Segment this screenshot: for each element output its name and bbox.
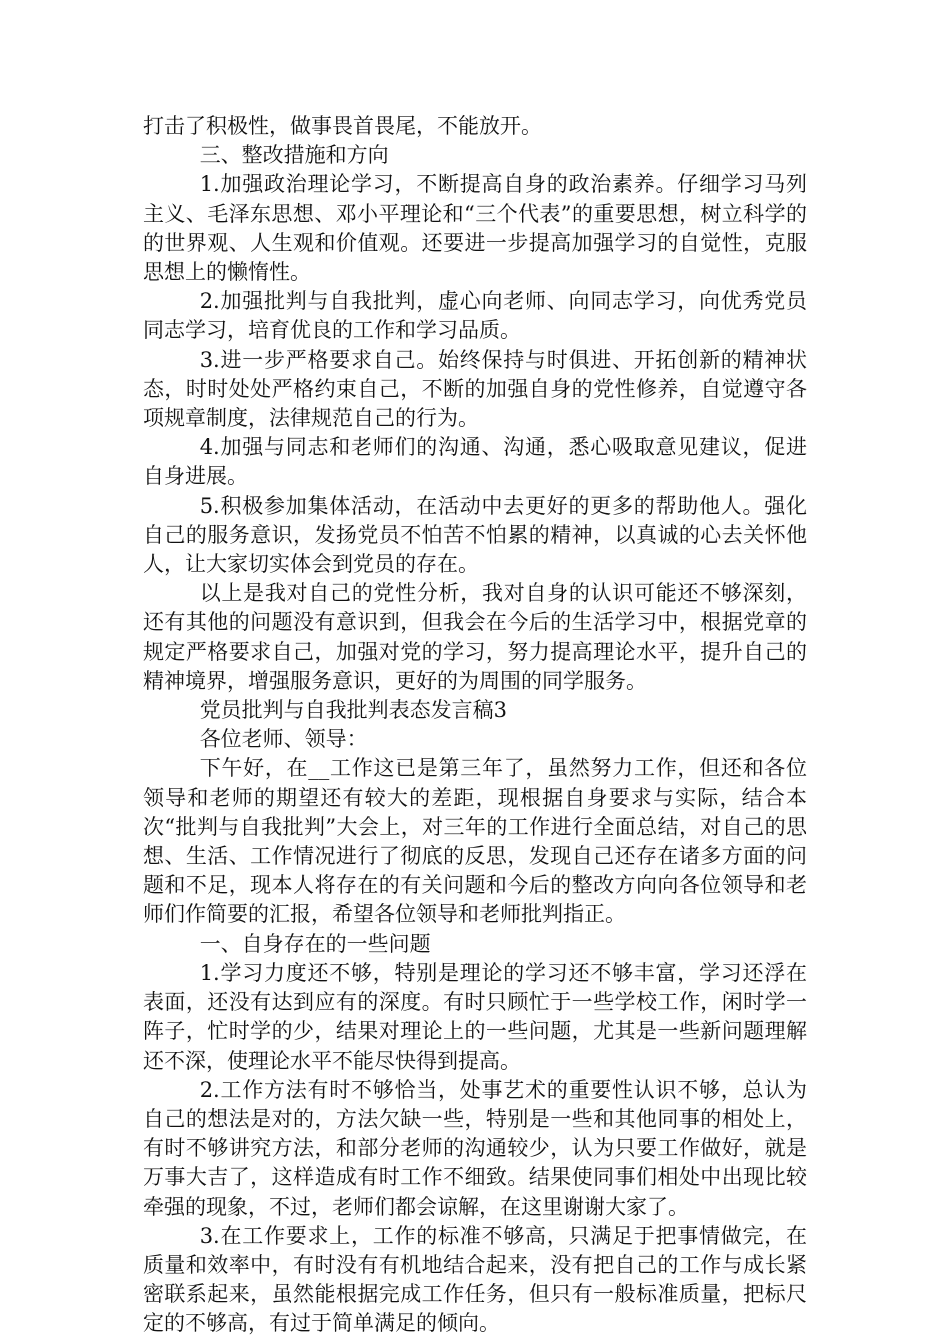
paragraph-measure-4: 4.加强与同志和老师们的沟通、沟通，悉心吸取意见建议，促进自身进展。 — [143, 435, 807, 489]
document-title-3: 党员批判与自我批判表态发言稿3 — [199, 698, 508, 723]
document-page — [143, 112, 807, 1339]
paragraph-measure-3: 3.进一步严格要求自己。始终保持与时俱进、开拓创新的精神状态，时时处处严格约束自己，不断的加强自身的党性修养，自觉遵守各项规章制度，法律规范自己的行为。 — [143, 347, 807, 431]
paragraph-measure-1: 1.加强政治理论学习，不断提高自身的政治素养。仔细学习马列主义、毛泽东思想、邓小平理论和“三个代表”的重要思想，树立科学的的世界观、人生观和价值观。还要进一步提高加强学习的自觉性，克服思想上的懒惰性。 — [143, 172, 807, 285]
salutation: 各位老师、领导： — [199, 727, 368, 752]
paragraph-measure-2: 2.加强批判与自我批判，虚心向老师、向同志学习，向优秀党员同志学习，培育优良的工作和学习品质。 — [143, 289, 807, 343]
section-heading-problems: 一、自身存在的一些问题 — [199, 931, 431, 956]
section-heading-rectification: 三、整改措施和方向 — [199, 143, 389, 168]
paragraph-continuation: 打击了积极性，做事畏首畏尾，不能放开。 — [143, 114, 542, 138]
paragraph-problem-1: 1.学习力度还不够，特别是理论的学习还不够丰富，学习还浮在表面，还没有达到应有的深度。有时只顾忙于一些学校工作，闲时学一阵子，忙时学的少，结果对理论上的一些问题，尤其是一些新问题理解还不深，使理论水平不能尽快得到提高。 — [143, 960, 807, 1073]
paragraph-problem-3: 3.在工作要求上，工作的标准不够高，只满足于把事情做完，在质量和效率中，有时没有有机地结合起来，没有把自己的工作与成长紧密联系起来，虽然能根据完成工作任务，但只有一般标准质量，把标尺定的不够高，有过于简单满足的倾向。 — [143, 1223, 807, 1336]
paragraph-intro: 下午好，在__工作这已是第三年了，虽然努力工作，但还和各位领导和老师的期望还有较大的差距，现根据自身要求与实际，结合本次“批判与自我批判”大会上，对三年的工作进行全面总结，对自己的思想、生活、工作情况进行了彻底的反思，发现自己还存在诸多方面的问题和不足，现本人将存在的有关问题和今后的整改方向向各位领导和老师们作简要的汇报，希望各位领导和老师批判指正。 — [143, 756, 807, 927]
paragraph-problem-2: 2.工作方法有时不够恰当，处事艺术的重要性认识不够，总认为自己的想法是对的，方法欠缺一些，特别是一些和其他同事的相处上，有时不够讲究方法，和部分老师的沟通较少，认为只要工作做好，就是万事大吉了，这样造成有时工作不细致。结果使同事们相处中出现比较牵强的现象，不过，老师们都会谅解，在这里谢谢大家了。 — [143, 1077, 807, 1219]
paragraph-conclusion: 以上是我对自己的党性分析，我对自身的认识可能还不够深刻，还有其他的问题没有意识到，但我会在今后的生活学习中，根据党章的规定严格要求自己，加强对党的学习，努力提高理论水平，提升自己的精神境界，增强服务意识，更好的为周围的同学服务。 — [143, 581, 807, 693]
paragraph-measure-5: 5.积极参加集体活动，在活动中去更好的更多的帮助他人。强化自己的服务意识，发扬党员不怕苦不怕累的精神，以真诚的心去关怀他人，让大家切实体会到党员的存在。 — [143, 493, 807, 577]
